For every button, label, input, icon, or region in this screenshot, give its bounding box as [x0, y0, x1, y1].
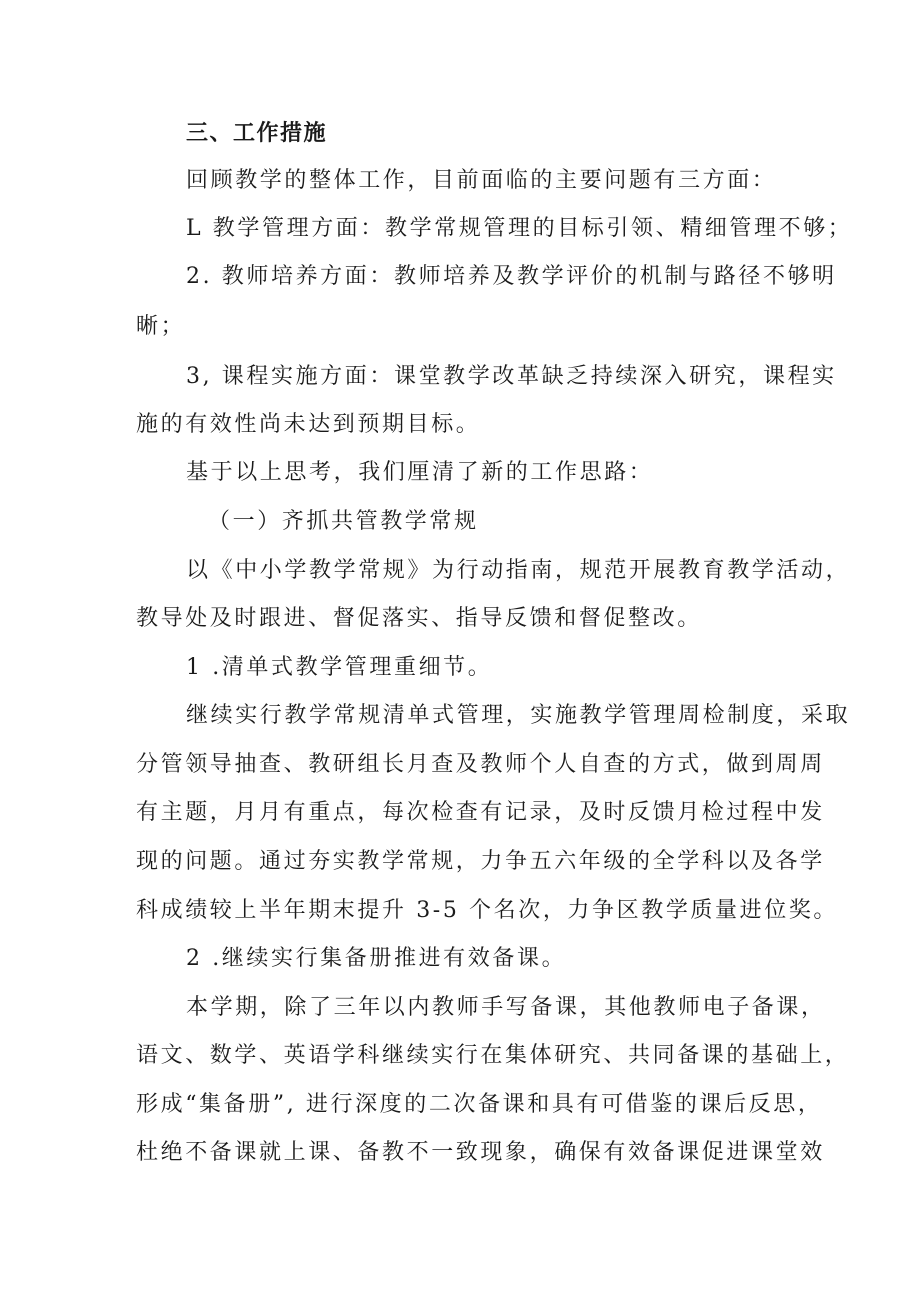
- subsection-heading: （一）齐抓共管教学常规: [208, 509, 479, 534]
- paragraph-line: 教导处及时跟进、督促落实、指导反馈和督促整改。: [136, 606, 702, 631]
- paragraph-line: 科成绩较上半年期末提升 3-5 个名次，力争区教学质量进位奖。: [136, 898, 839, 923]
- paragraph-line: 语文、数学、英语学科继续实行在集体研究、共同备课的基础上，: [136, 1043, 850, 1068]
- paragraph-line: 继续实行教学常规清单式管理，实施教学管理周检制度，采取: [186, 703, 851, 728]
- paragraph-line: 分管领导抽查、教研组长月查及教师个人自查的方式，做到周周: [136, 752, 825, 777]
- paragraph-line: 有主题，月月有重点，每次检查有记录，及时反馈月检过程中发: [136, 800, 825, 825]
- paragraph-line: 回顾教学的整体工作，目前面临的主要问题有三方面：: [186, 168, 777, 193]
- paragraph-line: 以《中小学教学常规》为行动指南，规范开展教育教学活动，: [186, 558, 851, 583]
- paragraph-line: 形成“集备册”, 进行深度的二次备课和具有可借鉴的课后反思，: [136, 1092, 823, 1117]
- paragraph-line: 2. 教师培养方面：教师培养及教学评价的机制与路径不够明: [186, 264, 837, 289]
- paragraph-line: 本学期，除了三年以内教师手写备课，其他教师电子备课，: [186, 995, 826, 1020]
- section-heading: 三、工作措施: [186, 120, 328, 146]
- list-item-heading: 1 .清单式教学管理重细节。: [186, 655, 493, 680]
- paragraph-line: 施的有效性尚未达到预期目标。: [136, 412, 481, 437]
- list-item-heading: 2 .继续实行集备册推进有效备课。: [186, 946, 567, 971]
- paragraph-line: 现的问题。通过夯实教学常规，力争五六年级的全学科以及各学: [136, 849, 825, 874]
- paragraph-line: 晰；: [136, 314, 186, 339]
- paragraph-line: L 教学管理方面：教学常规管理的目标引领、精细管理不够；: [186, 216, 853, 241]
- paragraph-line: 杜绝不备课就上课、备教不一致现象，确保有效备课促进课堂效: [136, 1140, 825, 1165]
- paragraph-line: 3, 课程实施方面：课堂教学改革缺乏持续深入研究，课程实: [186, 364, 837, 389]
- paragraph-line: 基于以上思考，我们厘清了新的工作思路：: [186, 460, 654, 485]
